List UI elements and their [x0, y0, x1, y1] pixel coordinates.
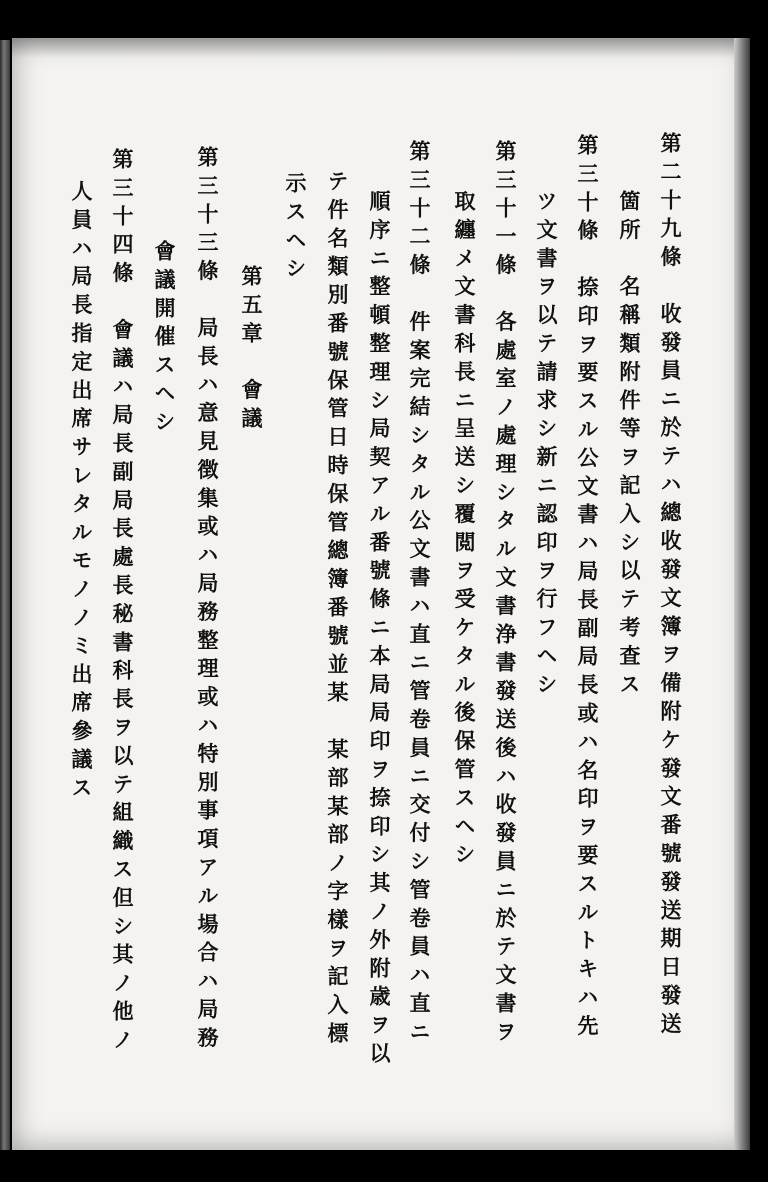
text-line-article-30: 第三十條 捺印ヲ要スル公文書ハ局長副局長或ハ名印ヲ要スルトキハ先: [575, 134, 600, 1043]
text-line: 順序ニ整頓整理シ局契アル番號條ニ本局局印ヲ捺印シ其ノ外附歳ヲ以: [367, 190, 392, 1071]
text-line: テ件名類別番號保管日時保管總簿番號並某 某部某部ノ字樣ヲ記入標: [325, 170, 350, 1051]
text-line-article-33: 第三十三條 局長ハ意見徴集或ハ局務整理或ハ特別事項アル場合ハ局務: [195, 146, 220, 1055]
text-line: ツ文書ヲ以テ請求シ新ニ認印ヲ行フヘシ: [534, 190, 559, 702]
text-line: 人員ハ局長指定出席サレタルモノノミ出席參議ス: [69, 180, 94, 805]
text-line-article-34: 第三十四條 會議ハ局長副局長處長秘書科長ヲ以テ組織ス但シ其ノ他ノ: [110, 148, 135, 1057]
text-line: 箇所 名稱類附件等ヲ記入シ以テ考査ス: [617, 190, 642, 702]
text-line: 會議開催スヘシ: [152, 240, 177, 439]
text-line-article-29: 第二十九條 收發員ニ於テハ總收發文簿ヲ備附ケ發文番號發送期日發送: [658, 132, 683, 1041]
book-binding-edge: [0, 40, 10, 1150]
text-line-article-32: 第三十二條 件案完結シタル公文書ハ直ニ管卷員ニ交付シ管卷員ハ直ニ: [407, 140, 432, 1049]
page-edge-shadow: [734, 38, 750, 1150]
text-line-article-31: 第三十一條 各處室ノ處理シタル文書浄書發送後ハ收發員ニ於テ文書ヲ: [493, 140, 518, 1049]
text-line: 取纏メ文書科長ニ呈送シ覆閲ヲ受ケタル後保管スヘシ: [452, 190, 477, 872]
chapter-heading: 第五章 會議: [239, 265, 264, 436]
text-line: 示スヘシ: [283, 172, 308, 286]
